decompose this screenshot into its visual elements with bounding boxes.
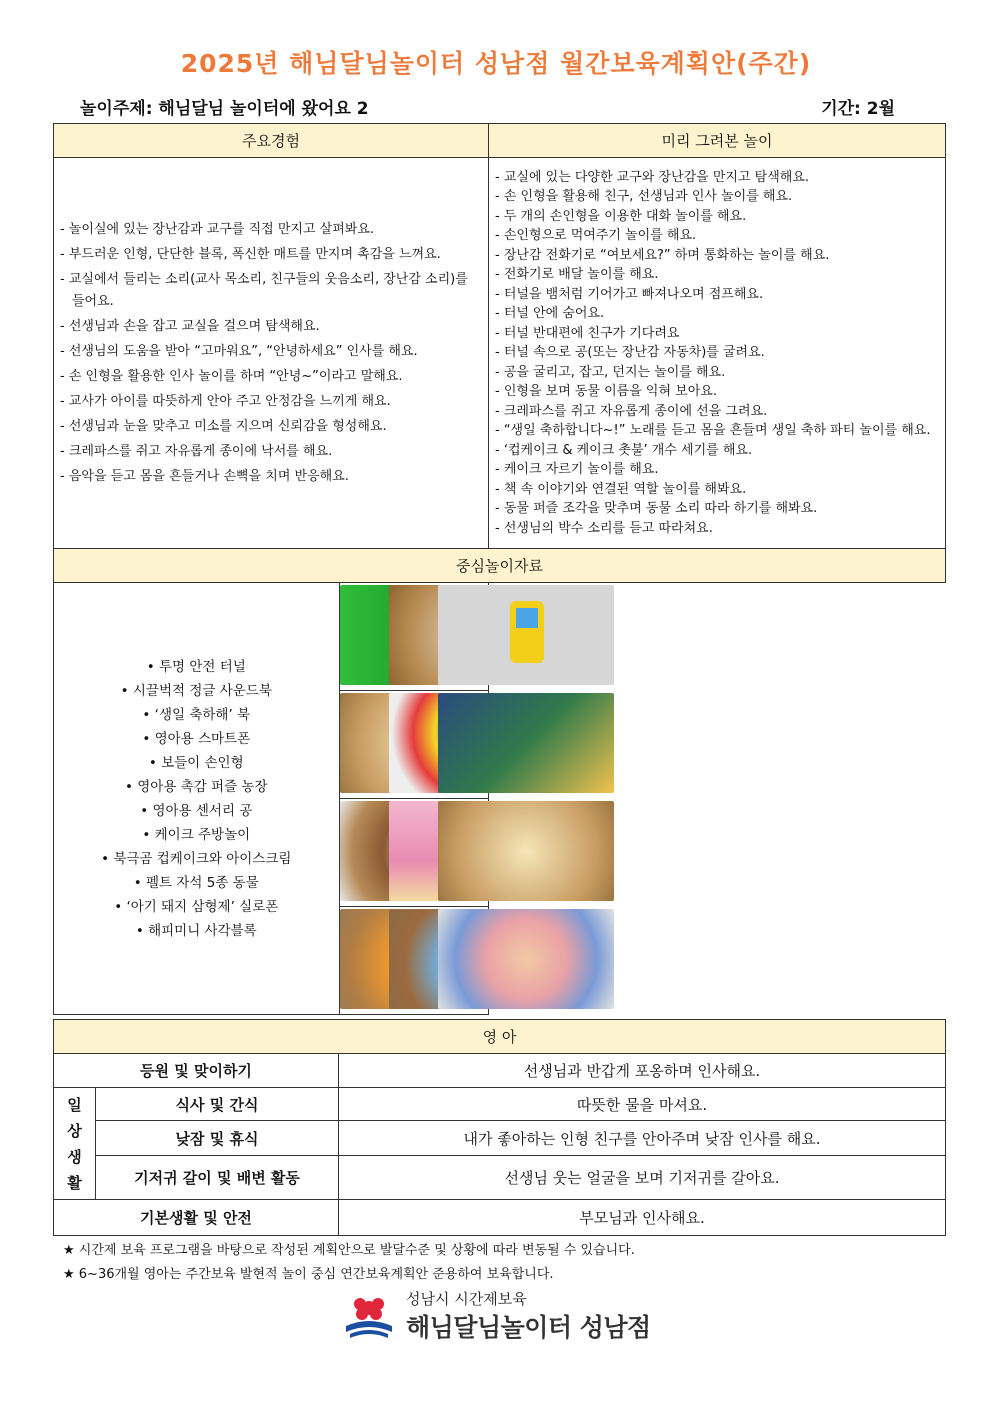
- footnotes: [63, 1239, 635, 1287]
- period: 기간: 2월: [821, 99, 895, 119]
- material-item: • ‘생일 축하해’ 북: [142, 706, 251, 723]
- materials-header: 중심놀이자료: [54, 549, 946, 583]
- arrival-label: 등원 및 맞이하기: [54, 1054, 339, 1088]
- daily-life-char: 일: [67, 1095, 82, 1114]
- material-item: • 보들이 손인형: [148, 754, 244, 771]
- planned-list: [495, 168, 939, 539]
- footnote: ★ 시간제 보육 프로그램을 바탕으로 작성된 계획안으로 발달수준 및 상황에 따라 변동될 수 있습니다.: [63, 1243, 635, 1258]
- planned-item: - 손인형으로 먹여주기 놀이를 해요.: [495, 228, 697, 244]
- farm-puzzle-photo: [438, 801, 614, 901]
- material-item: • ‘아기 돼지 삼형제’ 실로폰: [114, 898, 279, 915]
- planned-item: - 전화기로 배달 놀이를 해요.: [495, 267, 659, 283]
- logo-subtitle: 성남시 시간제보육: [406, 1290, 527, 1308]
- planned-item: - 공을 굴리고, 잡고, 던지는 놀이를 해요.: [495, 364, 726, 380]
- experience-item: - 손 인형을 활용한 인사 놀이를 하며 “안녕~”이라고 말해요.: [60, 368, 403, 384]
- planned-item: - 동물 퍼즐 조각을 맞추며 동물 소리 따라 하기를 해봐요.: [495, 501, 818, 517]
- nap-value: 내가 좋아하는 인형 친구를 안아주며 낮잠 인사를 해요.: [339, 1121, 946, 1156]
- material-item: • 케이크 주방놀이: [142, 826, 251, 843]
- planned-item: - “생일 축하합니다~!” 노래를 듣고 몸을 흔들며 생일 축하 파티 놀이를 해요.: [495, 423, 931, 439]
- materials-list-cell: [54, 583, 339, 1014]
- safety-value: 부모님과 인사해요.: [339, 1200, 946, 1236]
- daily-life-char: 생: [67, 1147, 82, 1166]
- planned-item: - 선생님의 박수 소리를 듣고 따라쳐요.: [495, 520, 713, 536]
- nap-label: 낮잠 및 휴식: [96, 1121, 339, 1156]
- material-item: • 북극곰 컵케이크와 아이스크림: [101, 850, 292, 867]
- planned-item: - 교실에 있는 다양한 교구와 장난감을 만지고 탐색해요.: [495, 169, 810, 185]
- planned-item: - 터널을 뱀처럼 기어가고 빠져나오며 점프해요.: [495, 286, 764, 302]
- experience-item: - 선생님과 눈을 맞추고 미소를 지으며 신뢰감을 형성해요.: [60, 418, 387, 434]
- materials-row: [54, 583, 489, 1015]
- safety-label: 기본생활 및 안전: [54, 1200, 339, 1236]
- experience-item: - 교사가 아이를 따뜻하게 안아 주고 안정감을 느끼게 해요.: [60, 393, 391, 409]
- infant-header: 영 아: [54, 1020, 946, 1054]
- logo-title: 해님달님놀이터 성남점: [406, 1313, 651, 1342]
- page-title: 2025년 해님달님놀이터 성남점 월간보육계획안(주간): [180, 49, 812, 78]
- hand-puppets-photo: [438, 909, 614, 1009]
- planned-item: - 크레파스를 쥐고 자유롭게 종이에 선을 그려요.: [495, 403, 768, 419]
- planned-item: - 터널 안에 숨어요.: [495, 306, 605, 322]
- play-theme: 놀이주제: 해님달님 놀이터에 왔어요 2: [80, 99, 369, 119]
- diaper-value: 선생님 웃는 얼굴을 보며 기저귀를 갈아요.: [339, 1156, 946, 1200]
- experience-header: 주요경험: [54, 124, 489, 158]
- daily-life-label: [54, 1088, 96, 1200]
- planned-item: - 두 개의 손인형을 이용한 대화 놀이를 해요.: [495, 208, 747, 224]
- experience-item: - 크레파스를 쥐고 자유롭게 종이에 낙서를 해요.: [60, 443, 333, 459]
- daily-life-char: 활: [67, 1173, 82, 1192]
- experience-cell: [54, 158, 489, 549]
- planned-item: - 손 인형을 활용해 친구, 선생님과 인사 놀이를 해요.: [495, 189, 793, 205]
- phone-toy-icon: [510, 601, 544, 663]
- material-item: • 펠트 자석 5종 동물: [133, 874, 259, 891]
- planned-item: - 인형을 보며 동물 이름을 익혀 보아요.: [495, 384, 717, 400]
- daily-life-char: 상: [67, 1121, 82, 1140]
- meal-label: 식사 및 간식: [96, 1088, 339, 1121]
- material-item: • 해피미니 사각블록: [135, 922, 257, 939]
- planned-item: - ‘컵케이크 & 케이크 촛불’ 개수 세기를 해요.: [495, 442, 753, 458]
- footnote: ★ 6~36개월 영아는 주간보육 발현적 놀이 중심 연간보육계획안 준용하여 보육합니다.: [63, 1267, 554, 1282]
- experience-list: [60, 219, 482, 488]
- planned-item: - 케이크 자르기 놀이를 해요.: [495, 462, 659, 478]
- material-item: • 영아용 촉감 퍼즐 농장: [125, 778, 268, 795]
- planned-item: - 장난감 전화기로 “여보세요?” 하며 통화하는 놀이를 해요.: [495, 247, 830, 263]
- planned-item: - 터널 반대편에 친구가 기다려요: [495, 325, 680, 341]
- planned-item: - 책 속 이야기와 연결된 역할 놀이를 해봐요.: [495, 481, 747, 497]
- meal-value: 따뜻한 물을 마셔요.: [339, 1088, 946, 1121]
- jungle-soundbook-photo: [438, 693, 614, 793]
- planned-cell: [489, 158, 946, 549]
- material-item: • 시끌벅적 정글 사운드북: [120, 682, 272, 699]
- experience-item: - 교실에서 들리는 소리(교사 목소리, 친구들의 웃음소리, 장난감 소리)를 들어요.: [60, 271, 468, 309]
- daily-table: [53, 1019, 946, 1236]
- organization-logo: [340, 1288, 660, 1348]
- experience-item: - 부드러운 인형, 단단한 블록, 폭신한 매트를 만지며 촉감을 느껴요.: [60, 246, 441, 262]
- planned-item: - 터널 속으로 공(또는 장난감 자동차)를 굴려요.: [495, 345, 765, 361]
- material-item: • 투명 안전 터널: [146, 658, 246, 675]
- planned-header: 미리 그려본 놀이: [489, 124, 946, 158]
- material-item: • 영아용 센서리 공: [140, 802, 253, 819]
- arrival-value: 선생님과 반갑게 포옹하며 인사해요.: [339, 1054, 946, 1088]
- city-emblem-icon: [342, 1292, 396, 1342]
- experience-item: - 선생님의 도움을 받아 “고마워요”, “안녕하세요” 인사를 해요.: [60, 343, 418, 359]
- experience-item: - 음악을 듣고 몸을 흔들거나 손뼉을 치며 반응해요.: [60, 468, 349, 484]
- subtitle-row: [80, 94, 895, 120]
- material-item: • 영아용 스마트폰: [142, 730, 251, 747]
- materials-list: [54, 655, 339, 943]
- experience-item: - 선생님과 손을 잡고 교실을 걸으며 탐색해요.: [60, 318, 320, 334]
- plan-table: [53, 123, 946, 1015]
- diaper-label: 기저귀 갈이 및 배변 활동: [96, 1156, 339, 1200]
- toy-phone-photo: [438, 585, 614, 685]
- experience-item: - 놀이실에 있는 장난감과 교구를 직접 만지고 살펴봐요.: [60, 221, 375, 237]
